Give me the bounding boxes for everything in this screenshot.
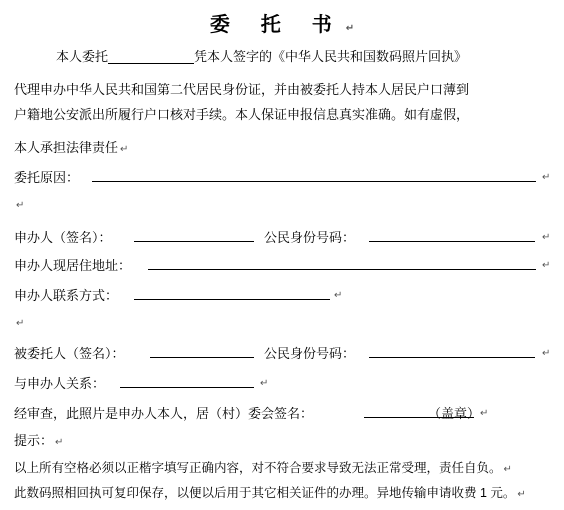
applicant-sign-label: 申办人（签名）： [14,231,112,246]
applicant-address-label: 申办人现居住地址： [14,259,132,274]
entrust-prefix: 本人委托 [56,50,109,65]
applicant-id-field[interactable] [369,241,535,242]
paragraph-mark: ↵ [542,348,551,359]
applicant-sign-field[interactable] [134,241,254,242]
reason-field[interactable] [92,181,536,182]
paragraph-mark: ↵ [334,290,343,301]
trustee-id-label: 公民身份号码： [264,347,356,362]
applicant-id-label: 公民身份号码： [264,231,356,246]
reason-label: 委托原因： [14,171,80,186]
trustee-name-blank[interactable] [108,49,194,64]
trustee-id-field[interactable] [369,357,535,358]
para-line-3: 户籍地公安派出所履行户口核对手续。本人保证申报信息真实准确。如有虚假， [14,108,470,123]
relationship-label: 与申办人关系： [14,377,106,392]
paragraph-mark: ↵ [120,144,129,155]
notes-line-2: 此数码照相回执可复印保存，以便以后用于其它相关证件的办理。异地传输申请收费 1 元。 ↵ [14,486,526,500]
paragraph-mark: ↵ [16,318,25,329]
paragraph-mark: ↵ [542,260,551,271]
para-line-1 [56,46,467,65]
paragraph-mark: ↵ [542,172,551,183]
applicant-contact-field[interactable] [134,299,330,300]
paragraph-mark: ↵ [16,200,25,211]
relationship-field[interactable] [120,387,254,388]
paragraph-mark: ↵ [503,464,512,475]
applicant-contact-label: 申办人联系方式： [14,289,119,304]
paragraph-mark: ↵ [345,23,355,34]
paragraph-mark: ↵ [542,232,551,243]
verify-label: 经审查，此照片是申办人本人，居（村）委会签名： [14,407,314,422]
applicant-address-field[interactable] [148,269,536,270]
para-line-2: 代理申办中华人民共和国第二代居民身份证，并由被委托人持本人居民户口薄到 [14,83,470,98]
entrust-suffix: 凭本人签字的《中华人民共和国数码照片回执》 [194,50,468,65]
para-line-4: 本人承担法律责任 ↵ [14,141,129,156]
paragraph-mark: ↵ [480,408,489,419]
document-title: 委 托 书 ↵ [209,12,355,36]
notes-heading: 提示： ↵ [14,434,64,449]
trustee-sign-label: 被委托人（签名）： [14,347,125,362]
notes-line-1: 以上所有空格必须以正楷字填写正确内容，对不符合要求导致无法正常受理，责任自负。 ↵ [14,461,512,475]
trustee-sign-field[interactable] [150,357,254,358]
paragraph-mark: ↵ [55,437,64,448]
seal-label: （盖章） [428,407,481,422]
paragraph-mark: ↵ [260,378,269,389]
paragraph-mark: ↵ [517,489,526,500]
